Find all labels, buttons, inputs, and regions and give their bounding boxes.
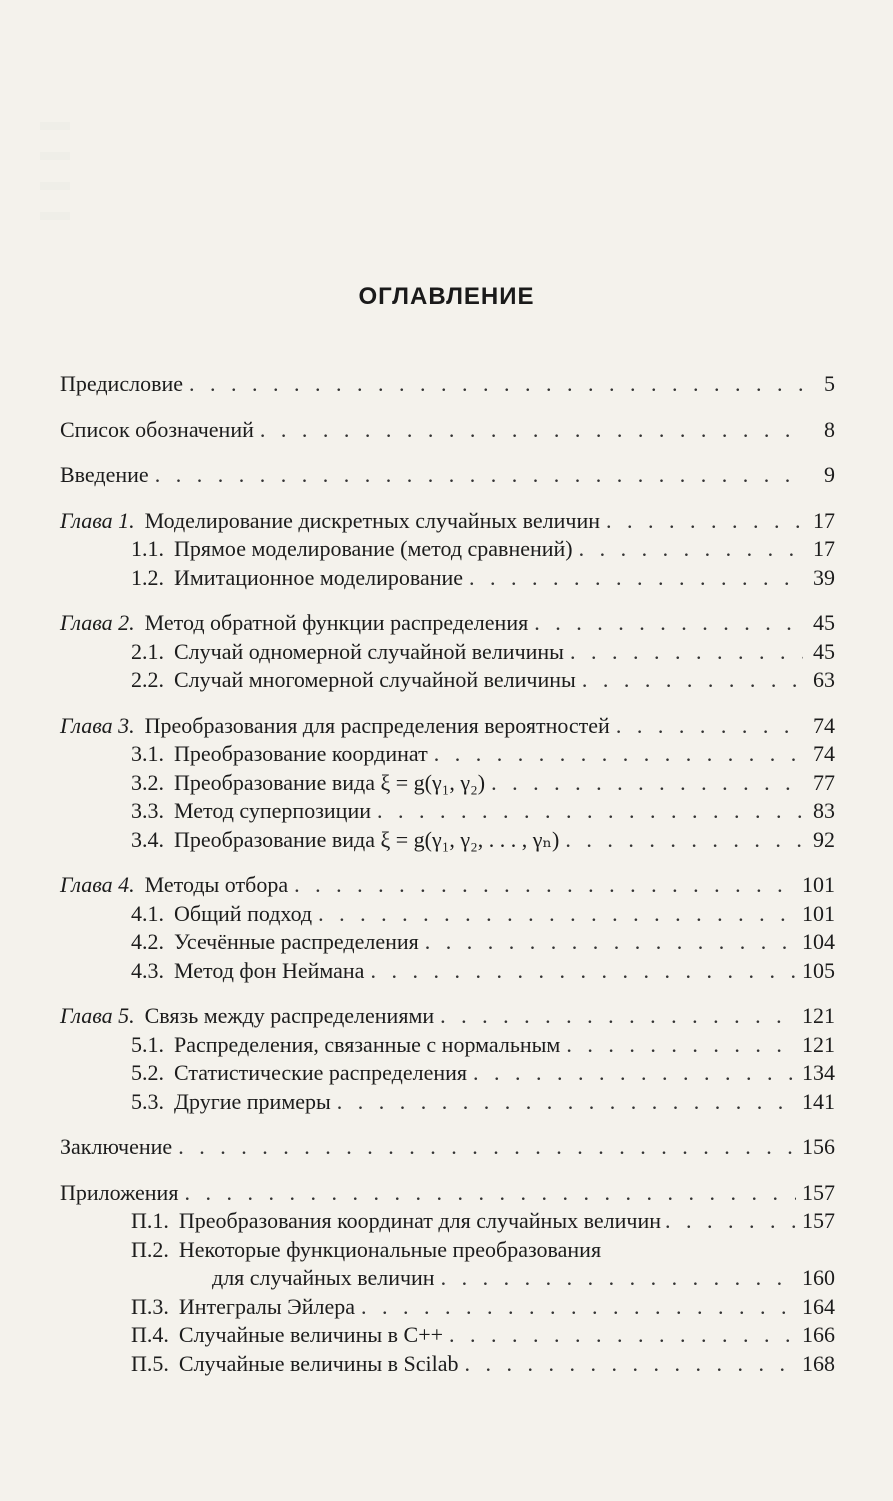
toc-section[interactable] xyxy=(60,957,835,986)
section-number: 2.2. xyxy=(131,667,164,692)
bleed-through-text xyxy=(40,100,70,240)
toc-chapter-3[interactable] xyxy=(60,712,835,741)
toc-section[interactable] xyxy=(60,1031,835,1060)
chapter-number: Глава 5. xyxy=(60,1003,135,1028)
chapter-number: Глава 3. xyxy=(60,712,135,738)
page-number: 134 xyxy=(802,1060,835,1085)
section-number: 5.2. xyxy=(131,1060,164,1085)
toc-label: Заключение xyxy=(60,1134,173,1159)
section-number: 3.2. xyxy=(131,769,164,795)
page-number: 74 xyxy=(813,712,835,738)
page-number: 105 xyxy=(802,957,835,983)
toc-label: Преобразование вида ξ = g(γ₁, γ₂, . . . , γₙ) xyxy=(174,826,560,852)
leader-dots xyxy=(318,900,796,929)
page-number: 104 xyxy=(802,929,835,954)
leader-dots xyxy=(441,1264,796,1293)
leader-dots xyxy=(565,826,803,855)
toc-label: Усечённые распределения xyxy=(174,929,419,954)
page-number: 156 xyxy=(802,1134,835,1159)
page-number: 121 xyxy=(802,1003,835,1028)
table-of-contents xyxy=(60,370,835,1378)
toc-label: Имитационное моделирование xyxy=(174,564,464,590)
section-number: 1.2. xyxy=(131,564,164,590)
toc-label: Введение xyxy=(60,462,149,487)
leader-dots xyxy=(337,1088,796,1117)
page-number: 157 xyxy=(802,1208,835,1233)
toc-section[interactable] xyxy=(60,826,835,855)
toc-label: Метод фон Неймана xyxy=(174,957,365,983)
toc-chapter-2[interactable] xyxy=(60,609,835,638)
toc-section[interactable] xyxy=(60,666,835,695)
toc-label: Преобразования координат для случайных величин xyxy=(178,1208,661,1233)
leader-dots xyxy=(434,740,803,769)
chapter-number: Глава 2. xyxy=(60,610,135,635)
toc-appendix-continuation[interactable] xyxy=(60,1264,835,1293)
toc-label: Распределения, связанные с нормальным xyxy=(174,1031,561,1057)
toc-section[interactable] xyxy=(60,1088,835,1117)
leader-dots xyxy=(184,1179,796,1208)
chapter-number: Глава 4. xyxy=(60,872,135,897)
page-title: ОГЛАВЛЕНИЕ xyxy=(358,283,535,310)
toc-label: Прямое моделирование (метод сравнений) xyxy=(174,536,573,561)
page-number: 17 xyxy=(813,536,835,561)
toc-label: Метод обратной функции распределения xyxy=(144,610,529,635)
toc-label: Предисловие xyxy=(60,371,183,396)
leader-dots xyxy=(665,1207,798,1236)
section-number: 5.1. xyxy=(131,1031,164,1057)
leader-dots xyxy=(449,1321,796,1350)
toc-label: Методы отбора xyxy=(144,872,289,897)
leader-dots xyxy=(440,1002,796,1031)
section-number: 5.3. xyxy=(131,1088,164,1114)
toc-label: Моделирование дискретных случайных величин xyxy=(144,507,601,533)
toc-section[interactable] xyxy=(60,928,835,957)
toc-label: для случайных величин xyxy=(212,1265,435,1290)
leader-dots xyxy=(260,416,803,445)
leader-dots xyxy=(469,564,803,593)
leader-dots xyxy=(491,769,803,798)
leader-dots xyxy=(616,712,803,741)
toc-appendix[interactable] xyxy=(60,1350,835,1379)
toc-section[interactable] xyxy=(60,638,835,667)
appendix-number: П.1. xyxy=(131,1208,169,1233)
page-number: 168 xyxy=(802,1350,835,1376)
toc-label: Другие примеры xyxy=(174,1088,331,1114)
toc-label: Преобразование координат xyxy=(174,741,428,766)
toc-section[interactable] xyxy=(60,535,835,564)
toc-appendix[interactable] xyxy=(60,1207,835,1236)
page-number: 74 xyxy=(813,741,835,766)
leader-dots xyxy=(606,507,803,536)
toc-label: Статистические распределения xyxy=(174,1060,468,1085)
toc-label: Метод суперпозиции xyxy=(174,798,371,823)
page-number: 157 xyxy=(802,1179,835,1205)
leader-dots xyxy=(155,461,803,490)
section-number: 2.1. xyxy=(131,638,164,664)
toc-entry-appendices[interactable] xyxy=(60,1179,835,1208)
page-number: 5 xyxy=(824,371,835,396)
toc-section[interactable] xyxy=(60,564,835,593)
page-number: 63 xyxy=(813,667,835,692)
section-number: 3.1. xyxy=(131,741,164,766)
page-number: 101 xyxy=(802,872,835,897)
toc-label: Некоторые функциональные преобразования xyxy=(178,1236,602,1262)
page-number: 9 xyxy=(824,462,835,487)
appendix-number: П.4. xyxy=(131,1322,169,1347)
toc-section[interactable] xyxy=(60,797,835,826)
toc-chapter-5[interactable] xyxy=(60,1002,835,1031)
section-number: 1.1. xyxy=(131,536,164,561)
leader-dots xyxy=(534,609,803,638)
leader-dots xyxy=(189,370,803,399)
toc-label: Интегралы Эйлера xyxy=(178,1293,355,1319)
toc-label: Преобразования для распределения вероятностей xyxy=(144,712,610,738)
leader-dots xyxy=(570,638,803,667)
leader-dots xyxy=(465,1350,796,1379)
toc-section[interactable] xyxy=(60,740,835,769)
section-number: 4.3. xyxy=(131,957,164,983)
toc-label: Случай многомерной случайной величины xyxy=(174,667,576,692)
leader-dots xyxy=(579,535,803,564)
toc-chapter-4[interactable] xyxy=(60,871,835,900)
toc-label: Случайные величины в C++ xyxy=(178,1322,444,1347)
appendix-number: П.3. xyxy=(131,1293,169,1319)
toc-label: Общий подход xyxy=(174,900,313,926)
appendix-number: П.5. xyxy=(131,1350,169,1376)
toc-appendix[interactable] xyxy=(60,1293,835,1322)
page-number: 121 xyxy=(802,1031,835,1057)
page-number: 17 xyxy=(813,507,835,533)
section-number: 3.4. xyxy=(131,826,164,852)
toc-entry-introduction[interactable] xyxy=(60,461,835,490)
toc-appendix[interactable] xyxy=(60,1321,835,1350)
leader-dots xyxy=(473,1059,796,1088)
toc-chapter-1[interactable] xyxy=(60,507,835,536)
page-number: 92 xyxy=(813,826,835,852)
page-number: 164 xyxy=(802,1293,835,1319)
leader-dots xyxy=(178,1133,796,1162)
page-number: 39 xyxy=(813,564,835,590)
leader-dots xyxy=(370,957,796,986)
section-number: 3.3. xyxy=(131,798,164,823)
page-number: 8 xyxy=(824,416,835,442)
toc-section[interactable] xyxy=(60,1059,835,1088)
toc-entry-conclusion[interactable] xyxy=(60,1133,835,1162)
leader-dots xyxy=(377,797,803,826)
page-number: 141 xyxy=(802,1088,835,1114)
toc-label: Преобразование вида ξ = g(γ₁, γ₂) xyxy=(174,769,486,795)
toc-label: Случай одномерной случайной величины xyxy=(174,638,564,664)
leader-dots xyxy=(361,1293,796,1322)
chapter-number: Глава 1. xyxy=(60,507,135,533)
page-number: 83 xyxy=(813,798,835,823)
page-number: 160 xyxy=(802,1265,835,1290)
page-number: 77 xyxy=(813,769,835,795)
leader-dots xyxy=(582,666,803,695)
section-number: 4.1. xyxy=(131,900,164,926)
toc-appendix[interactable] xyxy=(60,1236,835,1265)
toc-section[interactable] xyxy=(60,769,835,798)
appendix-number: П.2. xyxy=(131,1236,169,1262)
toc-entry-preface[interactable] xyxy=(60,370,835,399)
page-number: 166 xyxy=(802,1322,835,1347)
toc-entry-notation[interactable] xyxy=(60,416,835,445)
leader-dots xyxy=(425,928,796,957)
toc-label: Связь между распределениями xyxy=(144,1003,435,1028)
page-number: 101 xyxy=(802,900,835,926)
section-number: 4.2. xyxy=(131,929,164,954)
page-number: 45 xyxy=(813,610,835,635)
page-number: 45 xyxy=(813,638,835,664)
toc-label: Список обозначений xyxy=(60,416,254,442)
leader-dots xyxy=(294,871,796,900)
toc-label: Приложения xyxy=(60,1179,179,1205)
leader-dots xyxy=(566,1031,796,1060)
toc-label: Случайные величины в Scilab xyxy=(178,1350,459,1376)
toc-section[interactable] xyxy=(60,900,835,929)
